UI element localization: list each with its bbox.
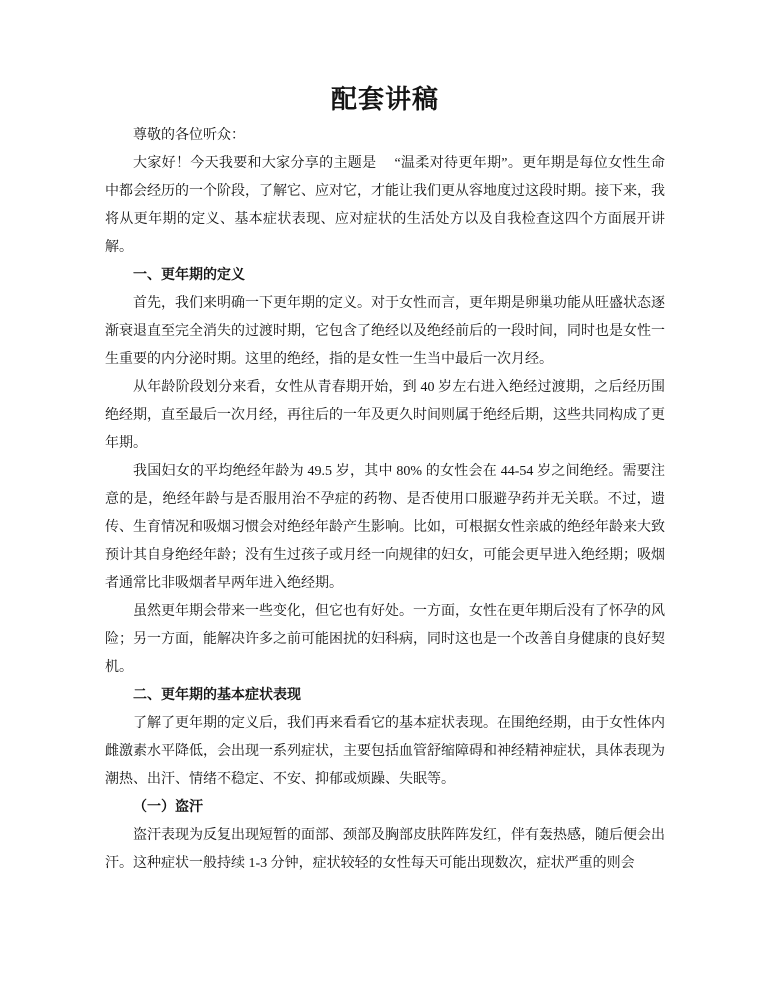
document-paragraph: 尊敬的各位听众： [133, 128, 245, 143]
document-paragraph: 虽然更年期会带来一些变化，但它也有好处。一方面，女性在更年期后没有了怀孕的风险；另一方面，能解决许多之前可能困扰的妇科病，同时这也是一个改善自身健康的良好契机。 [105, 604, 665, 675]
document-paragraph: 首先，我们来明确一下更年期的定义。对于女性而言，更年期是卵巢功能从旺盛状态逐渐衰退直至完全消失的过渡时期，它包含了绝经以及绝经前后的一段时间，同时也是女性一生重要的内分泌时期。这里的绝经，指的是女性一生当中最后一次月经。 [105, 296, 665, 367]
document-title: 配套讲稿 [330, 85, 439, 114]
document-paragraph: 大家好！今天我要和大家分享的主题是 “温柔对待更年期”。更年期是每位女性生命中都会经历的一个阶段，了解它、应对它，才能让我们更从容地度过这段时期。接下来，我将从更年期的定义、基本症状表现、应对症状的生活处方以及自我检查这四个方面展开讲解。 [105, 156, 665, 255]
document-paragraph: 盗汗表现为反复出现短暂的面部、颈部及胸部皮肤阵阵发红，伴有轰热感，随后便会出汗。这种症状一般持续 1-3 分钟，症状较轻的女性每天可能出现数次，症状严重的则会 [105, 828, 665, 871]
document-paragraph: 从年龄阶段划分来看，女性从青春期开始，到 40 岁左右进入绝经过渡期，之后经历围绝经期，直至最后一次月经，再往后的一年及更久时间则属于绝经后期，这些共同构成了更年期。 [105, 380, 665, 451]
section-heading: 二、更年期的基本症状表现 [133, 688, 301, 703]
section-heading: （一）盗汗 [133, 800, 203, 815]
document-body [105, 122, 665, 878]
document-paragraph: 了解了更年期的定义后，我们再来看看它的基本症状表现。在围绝经期，由于女性体内雌激素水平降低，会出现一系列症状，主要包括血管舒缩障碍和神经精神症状，具体表现为潮热、出汗、情绪不稳定、不安、抑郁或烦躁、失眠等。 [105, 716, 665, 787]
document-paragraph: 我国妇女的平均绝经年龄为 49.5 岁，其中 80% 的女性会在 44-54 岁之间绝经。需要注意的是，绝经年龄与是否服用治不孕症的药物、是否使用口服避孕药并无关联。不过，遗传、生育情况和吸烟习惯会对绝经年龄产生影响。比如，可根据女性亲戚的绝经年龄来大致预计其自身绝经年龄；没有生过孩子或月经一向规律的妇女，可能会更早进入绝经期；吸烟者通常比非吸烟者早两年进入绝经期。 [105, 464, 665, 591]
section-heading: 一、更年期的定义 [133, 268, 245, 283]
